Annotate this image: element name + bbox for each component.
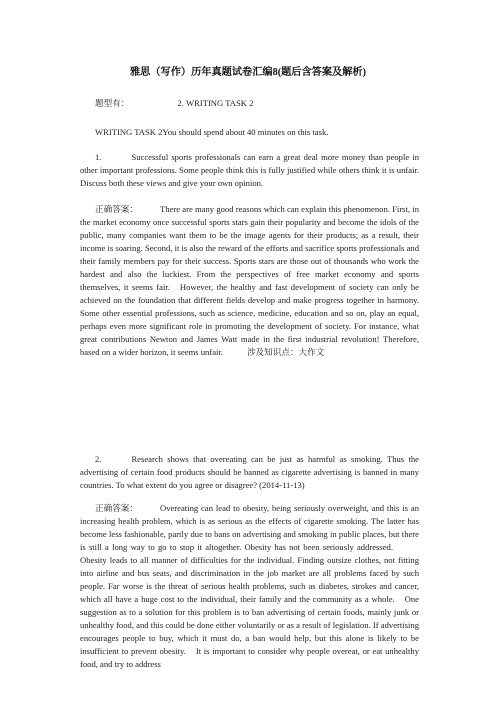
question-1-answer <box>80 203 419 359</box>
question-2-answer-part4: It is important to consider why people overeat, or eat unhealthy food, and try to address <box>80 646 419 669</box>
question-2-number: 2. <box>95 454 102 464</box>
question-1-prompt <box>80 151 419 190</box>
question-2-prompt <box>80 453 419 492</box>
question-type-value: 2. WRITING TASK 2 <box>177 98 254 108</box>
question-2-answer-part2: Obesity leads to all manner of difficulties for the individual. Finding outsize clothes, not fitting into airline and bus seats, and discrimination in the job market are all problems faced by such people. Far worse is the threat of serious health problems, such as diabetes, strokes and cancer, which all have a huge cost to the individual, their family and the community as a whole. <box>80 555 419 604</box>
question-2-answer-part1: Overeating can lead to obesity, being seriously overweight, and this is an increasing health problem, which is as serious as the effects of cigarette smoking. The latter has become less fashionable, partly due to bans on advertising and smoking in public places, but there is still a long way to go to stop it altogether. Obesity has not been seriously addressed. <box>80 503 419 552</box>
question-1-answer-part1: There are many good reasons which can explain this phenomenon. First, in the market economy once successful sports stars gain their popularity and become the idols of the public, many companies want them to be the image agents for their products; as a result, their income is soaring. Second, it is also the reward of the efforts and sacrifice sports professionals and their family members pay for their success. Sports stars are those out of thousands who work the hardest and also the luckiest. From the perspectives of free market economy and sports themselves, it seems fair. <box>80 204 419 292</box>
question-2-answer <box>80 502 419 671</box>
question-2-text: Research shows that overeating can be just as harmful as smoking. Thus the advertising of certain food products should be banned as cigarette advertising is banned in many countries. To what extent do you agree or disagree? (2014-11-13) <box>80 454 419 490</box>
question-1-knowledge-point: 涉及知识点：大作文 <box>246 347 325 357</box>
question-1-answer-part2: However, the healthy and fast development of society can only be achieved on the foundation that different fields develop and make progress together in harmony. Some other essential professions, such as science, medicine, education and so on, play an equal, perhaps even more significant role in promoting the development of society. For instance, what great contributions Newton and James Watt made in the first industrial revolution! Therefore, based on a wider horizon, it seems unfair. <box>80 282 419 357</box>
question-2-answer-part3: One suggestion as to a solution for this problem is to ban advertising of certain foods, mainly junk or unhealthy food, and this could be done either voluntarily or as a result of legislation. If advertising encourages people to buy, which it must do, a ban would help, but this alone is likely to be insufficient to prevent obesity. <box>80 594 419 656</box>
question-type-line <box>95 97 253 110</box>
question-type-label: 题型有： <box>95 98 130 108</box>
question-1-text: Successful sports professionals can earn a great deal more money than people in other important professions. Some people think this is fully justified while others think it is unfair. Discuss both these views and give your own opinion. <box>80 152 419 188</box>
question-2-answer-label: 正确答案： <box>95 503 138 513</box>
question-1-answer-label: 正确答案： <box>95 204 138 214</box>
page-title: 雅思（写作）历年真题试卷汇编8(题后含答案及解析) <box>129 67 366 78</box>
task-instruction: WRITING TASK 2You should spend about 40 minutes on this task. <box>95 127 329 137</box>
question-1-number: 1. <box>95 152 102 162</box>
